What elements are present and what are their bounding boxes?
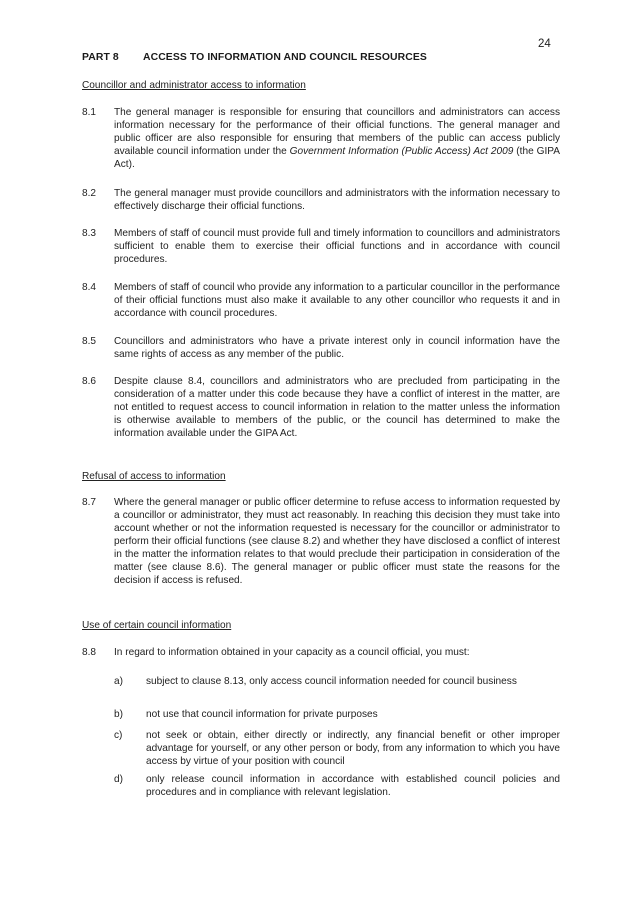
clause-8-7 xyxy=(82,496,560,587)
clause-text: The general manager must provide councillors and administrators with the information necessary to effectively discharge their official functions. xyxy=(114,188,560,212)
subitem-label: b) xyxy=(114,709,123,720)
clause-8-6 xyxy=(82,375,560,440)
subitem-label: d) xyxy=(114,774,123,785)
part-number: PART 8 xyxy=(82,52,119,63)
subitem-text: not use that council information for private purposes xyxy=(146,709,378,720)
subitem-b xyxy=(114,708,560,721)
clause-text: The general manager is responsible for ensuring that councillors and administrators can access information necessary for the performance of their official functions. The general manager and public officer are also responsible for ensuring that members of the public can access publicly available council information under the Government Information (Public Access) Act 2009 (the GIPA Act). xyxy=(114,107,560,170)
subitem-text: not seek or obtain, either directly or indirectly, any financial benefit or other improper advantage for yourself, or any other person or body, from any information to which you have access by virtue of your position with council xyxy=(146,730,560,767)
subitem-d xyxy=(114,773,560,799)
clause-number: 8.2 xyxy=(82,188,97,199)
act-title: Government Information (Public Access) Act 2009 xyxy=(289,146,514,157)
page-number: 24 xyxy=(538,38,551,50)
clause-8-4 xyxy=(82,281,560,320)
section-heading-access: Councillor and administrator access to information xyxy=(82,80,306,91)
subitem-c xyxy=(114,729,560,768)
clause-number: 8.7 xyxy=(82,497,97,508)
clause-8-8 xyxy=(82,646,560,659)
clause-text: Members of staff of council must provide full and timely information to councillors and administrators sufficient to enable them to exercise their official functions and in accordance with council procedures. xyxy=(114,228,560,265)
subitem-label: a) xyxy=(114,676,123,687)
clause-number: 8.6 xyxy=(82,376,97,387)
clause-8-1 xyxy=(82,106,560,171)
subitem-text: only release council information in accordance with established council policies and procedures and in compliance with relevant legislation. xyxy=(146,774,560,798)
clause-text: Councillors and administrators who have a private interest only in council information have the same rights of access as any member of the public. xyxy=(114,336,560,360)
clause-text: In regard to information obtained in your capacity as a council official, you must: xyxy=(114,647,470,658)
subitem-label: c) xyxy=(114,730,123,741)
clause-text: Members of staff of council who provide any information to a particular councillor in the performance of their official functions must also make it available to any other councillor who requests it and in accordance with council procedures. xyxy=(114,282,560,319)
clause-text: Despite clause 8.4, councillors and administrators who are precluded from participating in the consideration of a matter under this code because they have a conflict of interest in the matter, are not entitled to request access to council information in relation to the matter unless the information is otherwise available to members of the public, or the council has determined to make the information available under the GIPA Act. xyxy=(114,376,560,439)
subitem-a xyxy=(114,675,560,688)
section-heading-use: Use of certain council information xyxy=(82,620,232,631)
clause-number: 8.4 xyxy=(82,282,97,293)
clause-number: 8.8 xyxy=(82,647,97,658)
clause-8-2 xyxy=(82,187,560,213)
clause-number: 8.1 xyxy=(82,107,97,118)
clause-8-3 xyxy=(82,227,560,266)
subitem-text: subject to clause 8.13, only access council information needed for council business xyxy=(146,676,517,687)
clause-text: Where the general manager or public officer determine to refuse access to information requested by a councillor or administrator, they must act reasonably. In reaching this decision they must take into account whether or not the information requested is necessary for the councillor or administrator to perform their official functions (see clause 8.2) and whether they have disclosed a conflict of interest in the matter the information relates to that would preclude their participation in consideration of the matter (see clause 8.6). The general manager or public officer must state the reasons for the decision if access is refused. xyxy=(114,497,560,586)
section-heading-refusal: Refusal of access to information xyxy=(82,471,226,482)
clause-number: 8.5 xyxy=(82,336,97,347)
part-title: ACCESS TO INFORMATION AND COUNCIL RESOURCES xyxy=(143,52,427,63)
clause-number: 8.3 xyxy=(82,228,97,239)
part-heading xyxy=(82,52,427,63)
clause-8-5 xyxy=(82,335,560,361)
